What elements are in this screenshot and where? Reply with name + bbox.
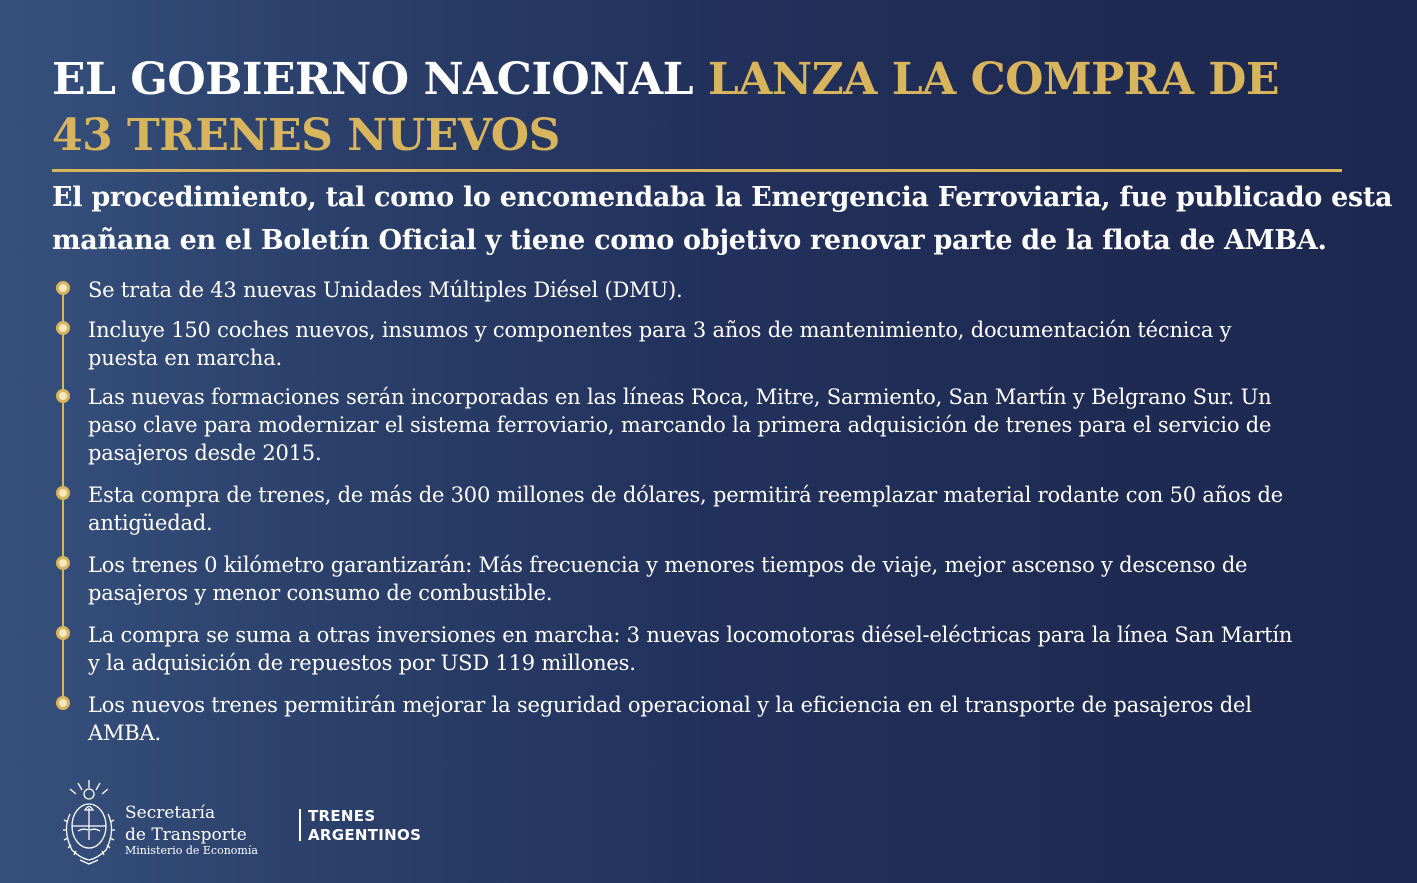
logo-separator	[299, 809, 301, 841]
coat-of-arms-icon	[58, 778, 120, 866]
org-name-line1: Secretaría	[125, 803, 216, 823]
org-name	[125, 802, 325, 846]
headline-gold: LANZA LA COMPRA DE 43 TRENES NUEVOS	[52, 54, 1279, 161]
ministry-name: Ministerio de Economía	[125, 844, 258, 857]
brand-line2: ARGENTINOS	[308, 826, 422, 844]
trenes-argentinos-logo	[308, 807, 448, 845]
bullet-dot	[56, 626, 70, 640]
bullet-item-4: Esta compra de trenes, de más de 300 millones de dólares, permitirá reemplazar material rodante con 50 años de antigüedad.	[88, 483, 1283, 535]
bullet-dot	[56, 389, 70, 403]
org-name-line2: de Transporte	[125, 825, 247, 845]
bullet-item-1: Se trata de 43 nuevas Unidades Múltiples Diésel (DMU).	[88, 278, 683, 302]
bullet-dot	[56, 321, 70, 335]
brand-line1: TRENES	[308, 807, 376, 825]
headline	[52, 52, 1302, 164]
bullet-dot	[56, 696, 70, 710]
bullet-item-2: Incluye 150 coches nuevos, insumos y componentes para 3 años de mantenimiento, documentación técnica y puesta en marcha.	[88, 318, 1232, 370]
gold-divider	[52, 169, 1342, 172]
bullet-dot	[56, 486, 70, 500]
bullet-dot	[56, 556, 70, 570]
bullet-item-5: Los trenes 0 kilómetro garantizarán: Más frecuencia y menores tiempos de viaje, mejor ascenso y descenso de pasajeros y menor consumo de combustible.	[88, 553, 1248, 605]
bullet-item-7: Los nuevos trenes permitirán mejorar la seguridad operacional y la eficiencia en el transporte de pasajeros del AMBA.	[88, 693, 1252, 745]
bullet-item-6: La compra se suma a otras inversiones en marcha: 3 nuevas locomotoras diésel-eléctricas para la línea San Martín y la adquisición de repuestos por USD 119 millones.	[88, 623, 1293, 675]
bullet-item-3: Las nuevas formaciones serán incorporadas en las líneas Roca, Mitre, Sarmiento, San Martín y Belgrano Sur. Un paso clave para modernizar el sistema ferroviario, marcando la primera adquisición de trenes para el servicio de pasajeros desde 2015.	[88, 385, 1272, 465]
headline-white: EL GOBIERNO NACIONAL	[52, 54, 694, 105]
bullet-dot	[56, 281, 70, 295]
subtitle: El procedimiento, tal como lo encomendaba la Emergencia Ferroviaria, fue publicado esta mañana en el Boletín Oficial y tiene como objetivo renovar parte de la flota de AMBA.	[52, 182, 1393, 256]
